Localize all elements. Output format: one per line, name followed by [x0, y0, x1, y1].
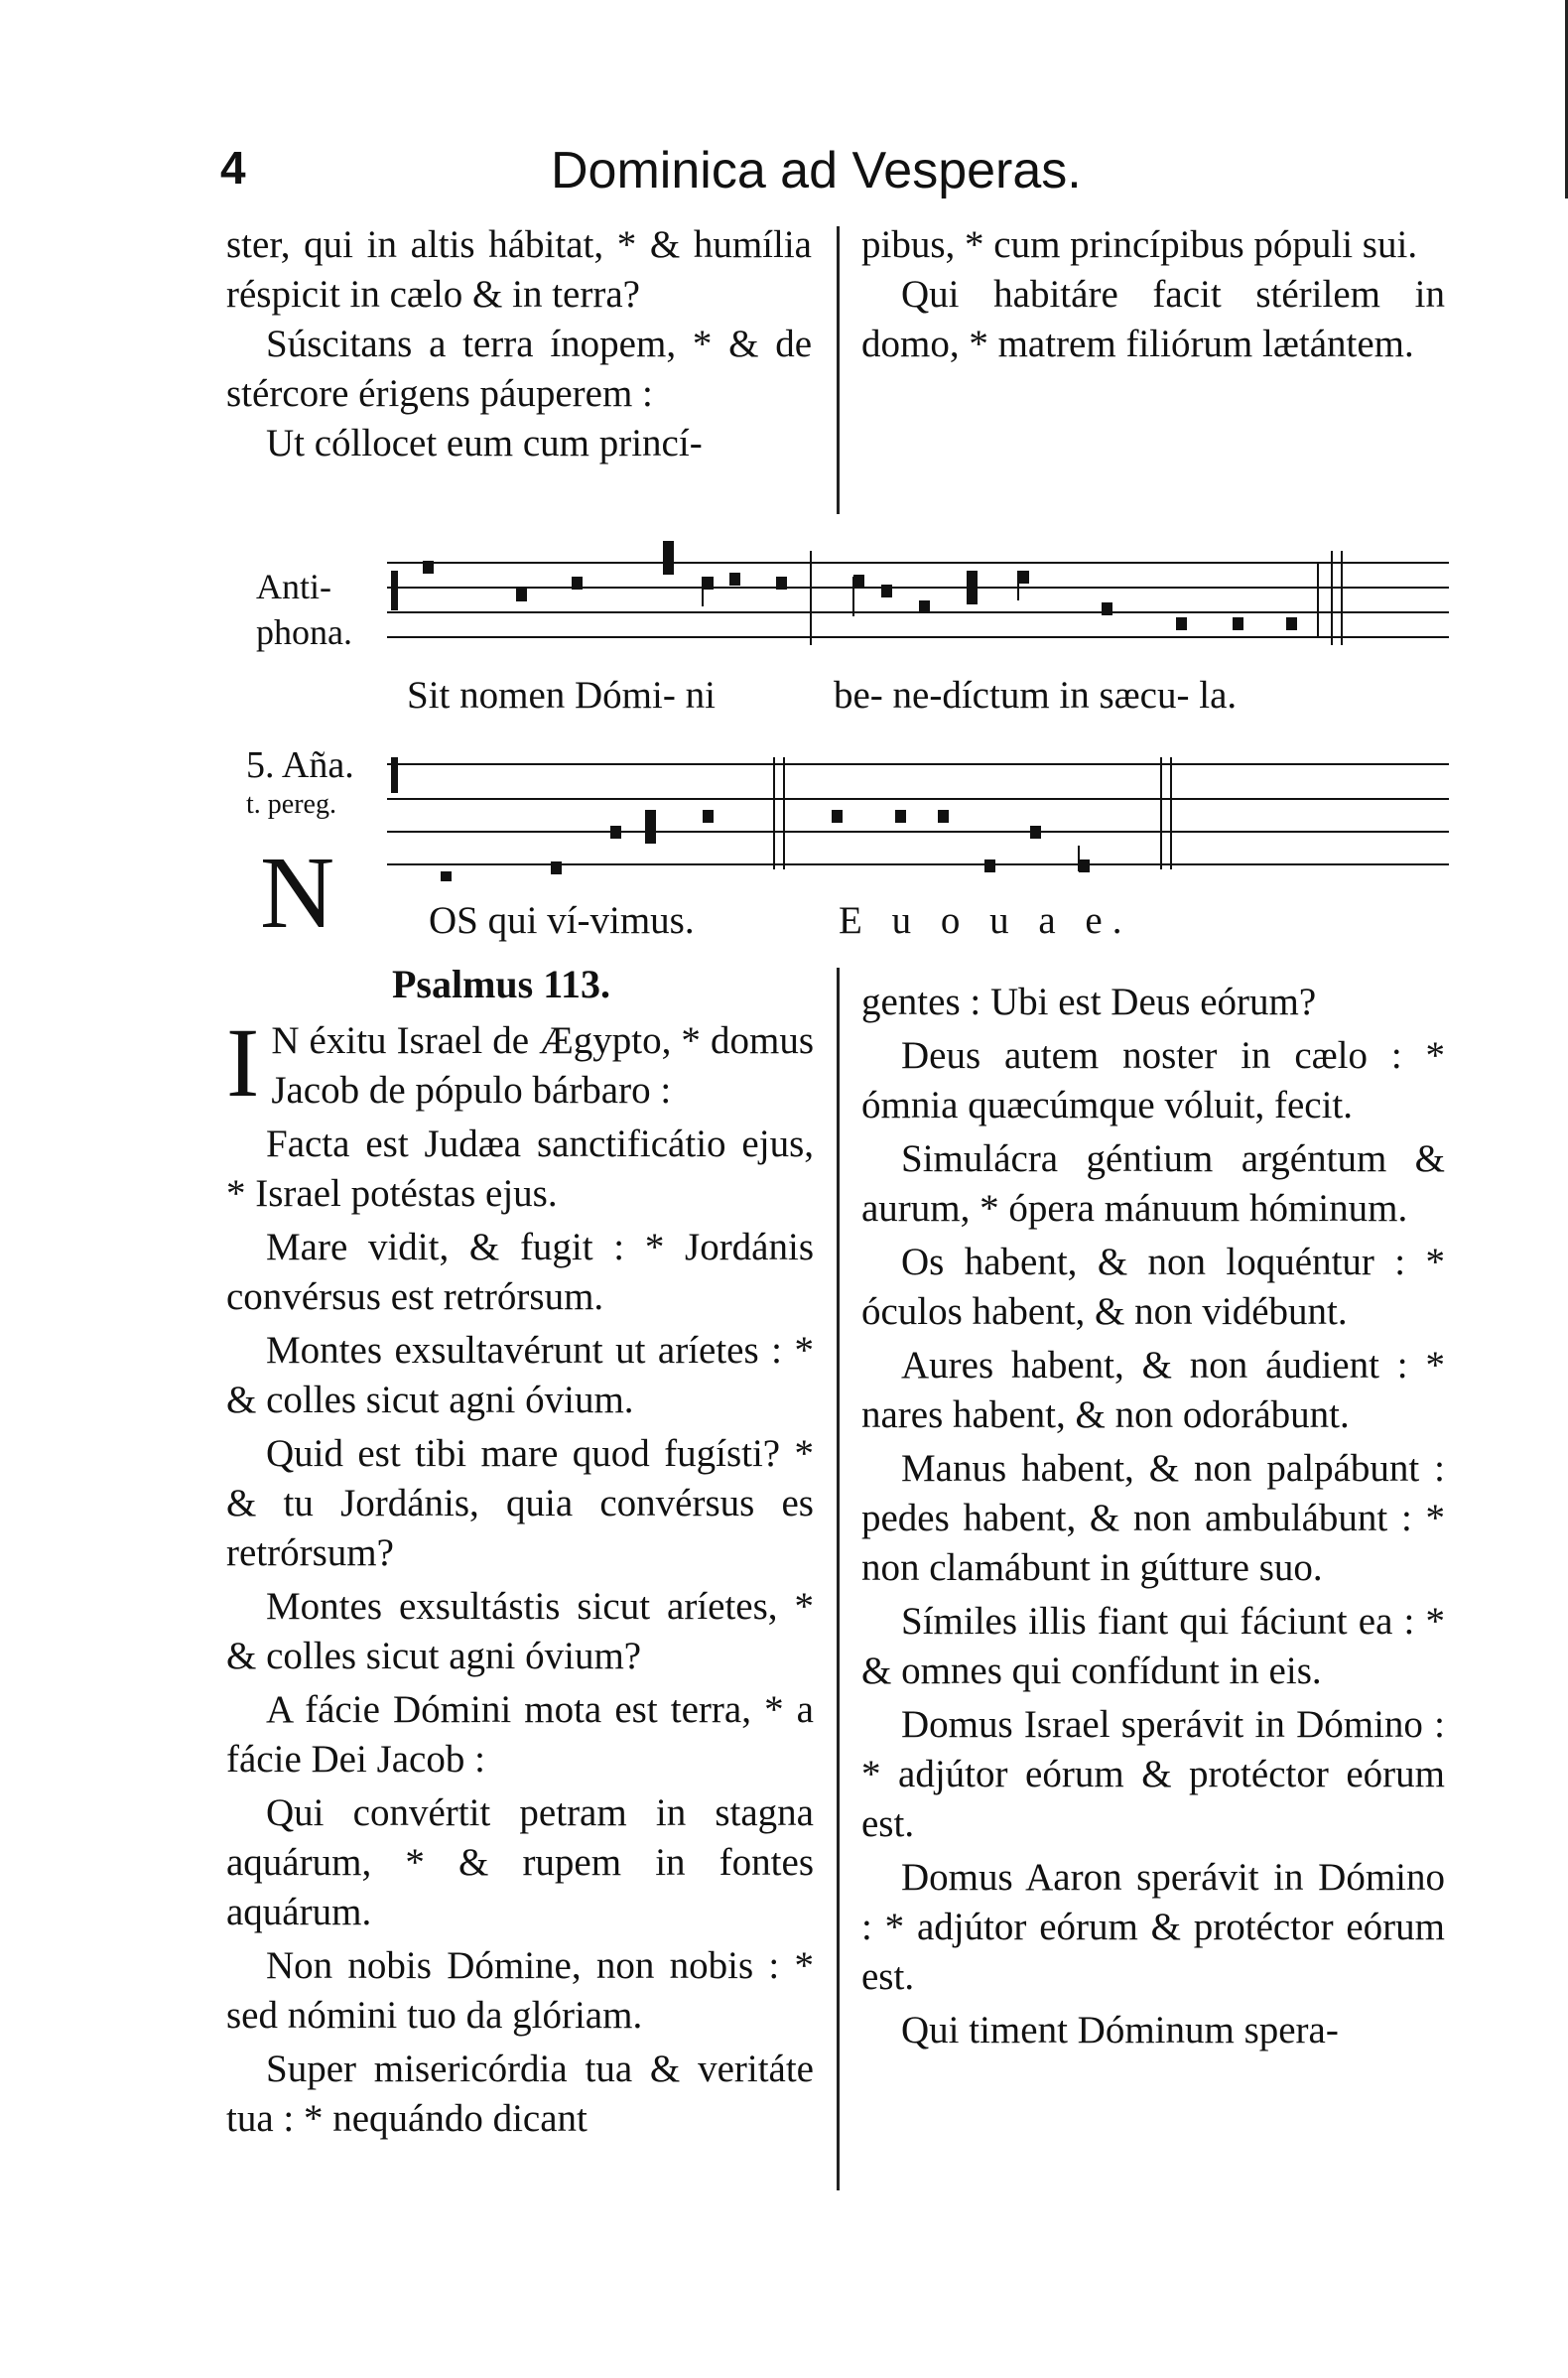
psalm-right-column: [861, 978, 1445, 2055]
first-verse-text: éxitu Israel de Ægypto, * domus Jacob de pópulo bárbaro :: [271, 1019, 814, 1112]
psalm-verse: Domus Israel sperávit in Dómino : * adjútor eórum & protéctor eórum est.: [861, 1703, 1445, 1845]
top-left-verse: ster, qui in altis hábitat, * & humília réspicit in cælo & in terra?: [226, 223, 812, 316]
psalm-verse: gentes : Ubi est Deus eórum?: [861, 981, 1317, 1023]
page-number: 4: [220, 142, 246, 194]
psalm-verse: Qui convértit petram in stagna aquárum, * & rupem in fontes aquárum.: [226, 1791, 814, 1933]
psalm-verse: Deus autem noster in cælo : * ómnia quæcúmque vóluit, fecit.: [861, 1034, 1445, 1126]
top-right-verse: pibus, * cum princípibus pópuli sui.: [861, 223, 1418, 266]
second-antiphon-text-1: OS qui ví-vimus.: [429, 899, 695, 942]
antiphon-staff-svg: [387, 541, 1449, 660]
second-antiphon-label: [246, 742, 354, 822]
antiphon-text-1: Sit nomen Dómi- ni: [407, 674, 716, 717]
top-left-column: [226, 220, 812, 468]
antiphon-text-2: be- ne-díctum in sæcu- la.: [834, 674, 1238, 717]
second-antiphon-label-line: 5. Aña.: [246, 744, 354, 786]
psalm-verse: Simulácra géntium argéntum & aurum, * ópera mánuum hóminum.: [861, 1137, 1445, 1230]
top-left-verse: Súscitans a terra ínopem, * & de stércore érigens páuperem :: [226, 323, 812, 415]
antiphon-label-line: Anti-: [256, 567, 331, 606]
antiphon-staff: [387, 541, 1449, 665]
psalm-verse: Símiles illis fiant qui fáciunt ea : * & omnes qui confídunt in eis.: [861, 1600, 1445, 1692]
psalm-verse: Facta est Judæa sanctificátio ejus, * Israel potéstas ejus.: [226, 1123, 814, 1215]
psalm-verse: A fácie Dómini mota est terra, * a fácie Dei Jacob :: [226, 1688, 814, 1781]
second-antiphon-label-line: t. pereg.: [246, 789, 336, 820]
top-right-verse: Qui habitáre facit stérilem in domo, * matrem filiórum lætántem.: [861, 273, 1445, 365]
page-title: Dominica ad Vesperas.: [551, 142, 1082, 199]
antiphon-label: [256, 564, 352, 655]
column-divider-top: [837, 226, 840, 514]
psalm-verse: Super misericórdia tua & veritáte tua : * nequándo dicant: [226, 2048, 814, 2140]
psalm-verse: Non nobis Dómine, non nobis : * sed nómini tuo da glóriam.: [226, 1944, 814, 2037]
psalm-verse: Qui timent Dóminum spera-: [901, 2009, 1339, 2051]
second-antiphon-staff: [387, 752, 1449, 886]
drop-cap-initial: I: [226, 1007, 260, 1118]
top-left-verse: Ut cóllocet eum cum princí-: [266, 422, 703, 464]
psalm-verse: Montes exsultavérunt ut aríetes : * & colles sicut agni óvium.: [226, 1329, 814, 1421]
psalm-verse: Os habent, & non loquéntur : * óculos habent, & non vidébunt.: [861, 1241, 1445, 1333]
psalm-title: Psalmus 113.: [392, 962, 611, 1006]
psalm-verse: Domus Aaron sperávit in Dómino : * adjútor eórum & protéctor eórum est.: [861, 1856, 1445, 1998]
second-antiphon-text-2: E u o u a e.: [839, 899, 1132, 942]
psalm-verse: Aures habent, & non áudient : * nares habent, & non odorábunt.: [861, 1344, 1445, 1436]
psalm-verse: Quid est tibi mare quod fugísti? * & tu Jordánis, quia convérsus es retrórsum?: [226, 1432, 814, 1574]
second-antiphon-staff-svg: [387, 752, 1449, 881]
second-antiphon-initial: N: [260, 836, 335, 950]
column-divider-psalm: [837, 968, 840, 2190]
psalm-first-verse: [226, 1007, 814, 1118]
psalm-verse: Manus habent, & non palpábunt : pedes habent, & non ambulábunt : * non clamábunt in gútture suo.: [861, 1447, 1445, 1589]
psalm-verse: Mare vidit, & fugit : * Jordánis convérsus est retrórsum.: [226, 1226, 814, 1318]
top-right-column: [861, 220, 1445, 369]
psalm-left-column: [226, 1007, 814, 2144]
first-word-rest: N: [271, 1019, 300, 1062]
psalm-verse: Montes exsultástis sicut aríetes, * & colles sicut agni óvium?: [226, 1585, 814, 1677]
antiphon-label-line: phona.: [256, 612, 352, 652]
